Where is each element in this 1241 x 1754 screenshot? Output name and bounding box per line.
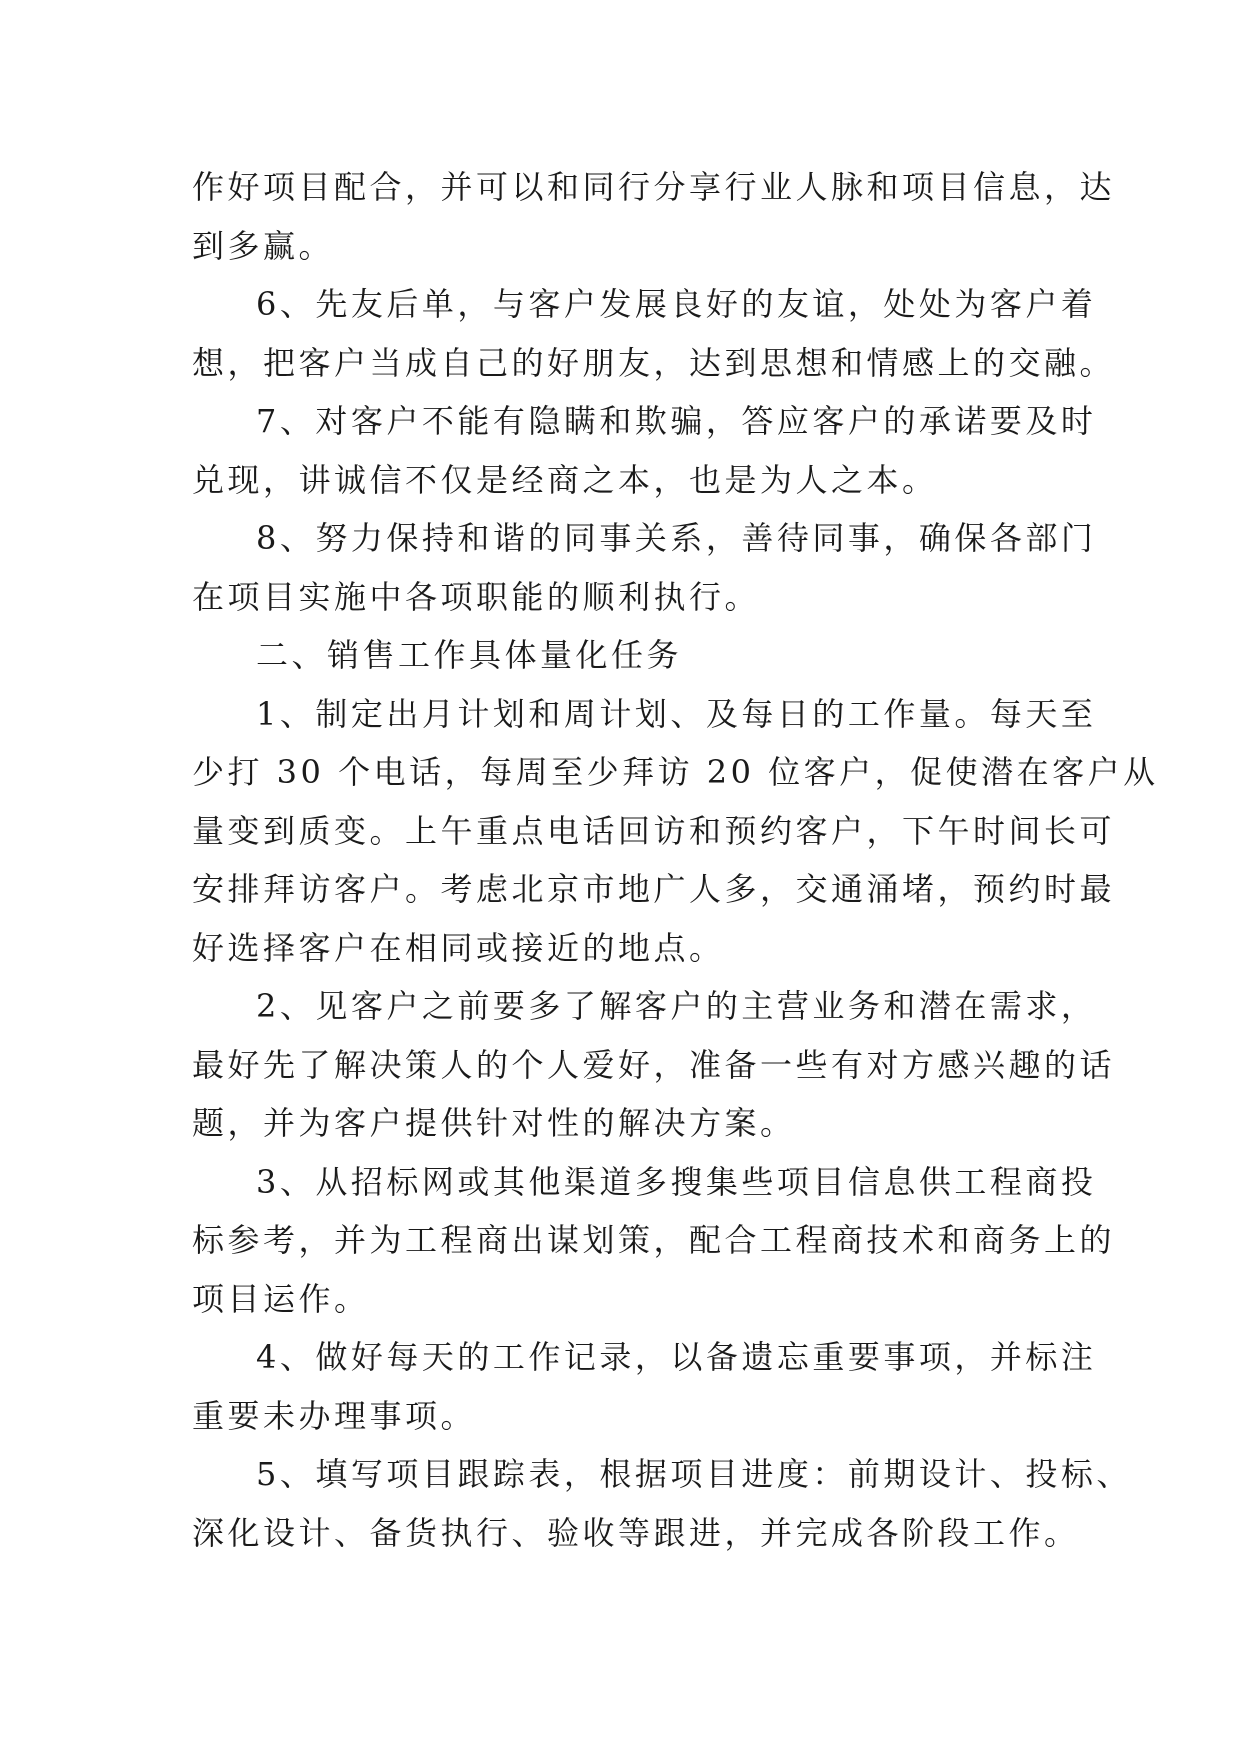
paragraph-item-6 bbox=[192, 275, 1116, 392]
text-line: 深化设计、备货执行、验收等跟进，并完成各阶段工作。 bbox=[192, 1513, 1080, 1552]
text-line: 4、做好每天的工作记录，以备遗忘重要事项，并标注 bbox=[256, 1338, 1097, 1376]
text-line: 最好先了解决策人的个人爱好，准备一些有对方感兴趣的话 bbox=[192, 1045, 1116, 1084]
text-line: 标参考，并为工程商出谋划策，配合工程商技术和商务上的 bbox=[192, 1221, 1116, 1259]
paragraph-task-5 bbox=[192, 1445, 1132, 1562]
text-line: 3、从招标网或其他渠道多搜集些项目信息供工程商投 bbox=[256, 1162, 1097, 1201]
paragraph-task-4 bbox=[192, 1328, 1097, 1445]
paragraph-task-3 bbox=[192, 1153, 1116, 1329]
text-line: 1、制定出月计划和周计划、及每日的工作量。每天至 bbox=[256, 694, 1097, 733]
text-line: 重要未办理事项。 bbox=[192, 1396, 477, 1435]
paragraph-task-1 bbox=[192, 685, 1159, 978]
paragraph-item-7 bbox=[192, 392, 1097, 509]
paragraph-continuation bbox=[192, 158, 1116, 275]
text-line: 6、先友后单，与客户发展良好的友谊，处处为客户着 bbox=[256, 285, 1097, 323]
text-line: 好选择客户在相同或接近的地点。 bbox=[192, 928, 725, 967]
paragraph-item-8 bbox=[192, 509, 1097, 626]
text-line: 安排拜访客户。考虑北京市地广人多，交通涌堵，预约时最 bbox=[192, 870, 1116, 908]
paragraph-task-2 bbox=[192, 977, 1116, 1153]
text-line: 量变到质变。上午重点电话回访和预约客户，下午时间长可 bbox=[192, 811, 1116, 850]
document-body bbox=[192, 158, 1159, 1562]
text-line: 7、对客户不能有隐瞒和欺骗，答应客户的承诺要及时 bbox=[256, 402, 1097, 440]
text-line: 兑现，讲诚信不仅是经商之本，也是为人之本。 bbox=[192, 460, 938, 499]
text-line: 到多赢。 bbox=[192, 226, 335, 265]
text-line: 题，并为客户提供针对性的解决方案。 bbox=[192, 1104, 796, 1142]
text-line: 项目运作。 bbox=[192, 1279, 370, 1318]
text-line: 作好项目配合，并可以和同行分享行业人脉和项目信息，达 bbox=[192, 168, 1116, 206]
text-line: 2、见客户之前要多了解客户的主营业务和潜在需求， bbox=[256, 987, 1097, 1025]
text-line: 8、努力保持和谐的同事关系，善待同事，确保各部门 bbox=[256, 519, 1097, 557]
section-heading bbox=[192, 626, 1072, 685]
text-line: 5、填写项目跟踪表，根据项目进度：前期设计、投标、 bbox=[256, 1455, 1132, 1493]
text-line: 想，把客户当成自己的好朋友，达到思想和情感上的交融。 bbox=[192, 343, 1116, 382]
text-line: 少打 30 个电话，每周至少拜访 20 位客户，促使潜在客户从 bbox=[192, 753, 1159, 791]
text-line: 在项目实施中各项职能的顺利执行。 bbox=[192, 577, 761, 616]
section-heading-text: 二、销售工作具体量化任务 bbox=[256, 636, 683, 674]
